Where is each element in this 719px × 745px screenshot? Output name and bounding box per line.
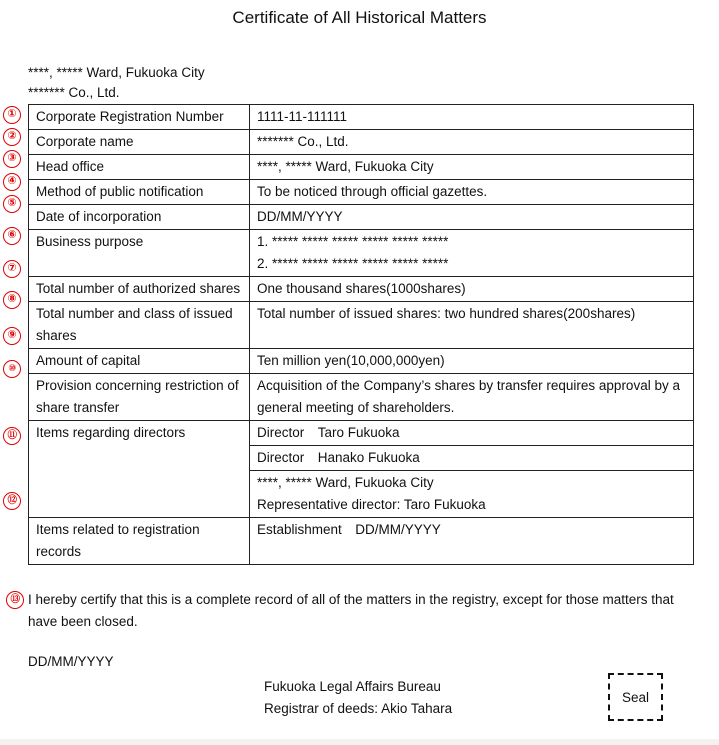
row-value: One thousand shares(1000shares) (250, 277, 694, 302)
row-label: Date of incorporation (29, 205, 250, 230)
table-row (29, 130, 694, 155)
seal-label: Seal (621, 689, 650, 705)
address-block (28, 63, 205, 103)
row-value: Establishment DD/MM/YYYY (250, 518, 694, 565)
row-value: DD/MM/YYYY (250, 205, 694, 230)
certification-date: DD/MM/YYYY (28, 654, 114, 669)
director-2: Director Hanako Fukuoka (250, 446, 694, 471)
row-value: 1111-11-111111 (250, 105, 694, 130)
address-line-1: ****, ***** Ward, Fukuoka City (28, 65, 205, 80)
row-label: Items regarding directors (29, 421, 250, 518)
row-value: Acquisition of the Company’s shares by transfer requires approval by a general meeting of shareholders. (250, 374, 694, 421)
row-value: ****, ***** Ward, Fukuoka City (250, 155, 694, 180)
row-value: ******* Co., Ltd. (250, 130, 694, 155)
table-row (29, 518, 694, 565)
table-row (29, 205, 694, 230)
bureau-block (264, 676, 452, 720)
marker-11: ⑪ (3, 427, 21, 445)
row-label: Corporate name (29, 130, 250, 155)
table-row (29, 421, 694, 446)
table-row (29, 277, 694, 302)
marker-10: ⑩ (3, 360, 21, 378)
marker-8: ⑧ (3, 291, 21, 309)
representative-name: Representative director: Taro Fukuoka (257, 497, 486, 512)
row-value (250, 230, 694, 277)
table-row (29, 230, 694, 277)
table-row (29, 374, 694, 421)
row-label: Method of public notification (29, 180, 250, 205)
marker-12: ⑫ (3, 492, 21, 510)
marker-7: ⑦ (3, 260, 21, 278)
row-value: Total number of issued shares: two hundred shares(200shares) (250, 302, 694, 349)
row-label: Total number and class of issued shares (29, 302, 250, 349)
table-row (29, 105, 694, 130)
marker-6: ⑥ (3, 227, 21, 245)
registration-table (28, 104, 694, 565)
row-value: To be noticed through official gazettes. (250, 180, 694, 205)
marker-2: ② (3, 128, 21, 146)
certification-statement: I hereby certify that this is a complete record of all of the matters in the registry, except for those matters that have been closed. (28, 592, 674, 629)
row-label: Total number of authorized shares (29, 277, 250, 302)
row-label: Business purpose (29, 230, 250, 277)
marker-5: ⑤ (3, 195, 21, 213)
row-label: Head office (29, 155, 250, 180)
table-row (29, 302, 694, 349)
row-label: Corporate Registration Number (29, 105, 250, 130)
table-row (29, 155, 694, 180)
table-row (29, 349, 694, 374)
row-value: Ten million yen(10,000,000yen) (250, 349, 694, 374)
marker-3: ③ (3, 150, 21, 168)
table-row (29, 180, 694, 205)
row-label: Amount of capital (29, 349, 250, 374)
director-1: Director Taro Fukuoka (250, 421, 694, 446)
row-label: Items related to registration records (29, 518, 250, 565)
business-purpose-2: 2. ***** ***** ***** ***** ***** ***** (257, 256, 449, 271)
registrar-name: Registrar of deeds: Akio Tahara (264, 701, 453, 716)
representative-address: ****, ***** Ward, Fukuoka City (257, 475, 434, 490)
marker-13: ⑬ (6, 591, 24, 609)
representative-director (250, 471, 694, 518)
business-purpose-1: 1. ***** ***** ***** ***** ***** ***** (257, 234, 449, 249)
address-line-2: ******* Co., Ltd. (28, 85, 120, 100)
page-bottom-edge (0, 739, 719, 745)
bureau-name: Fukuoka Legal Affairs Bureau (264, 679, 441, 694)
seal-box (608, 673, 663, 721)
marker-4: ④ (3, 173, 21, 191)
document-title: Certificate of All Historical Matters (232, 8, 487, 27)
marker-9: ⑨ (3, 327, 21, 345)
row-label: Provision concerning restriction of share transfer (29, 374, 250, 421)
marker-1: ① (3, 106, 21, 124)
